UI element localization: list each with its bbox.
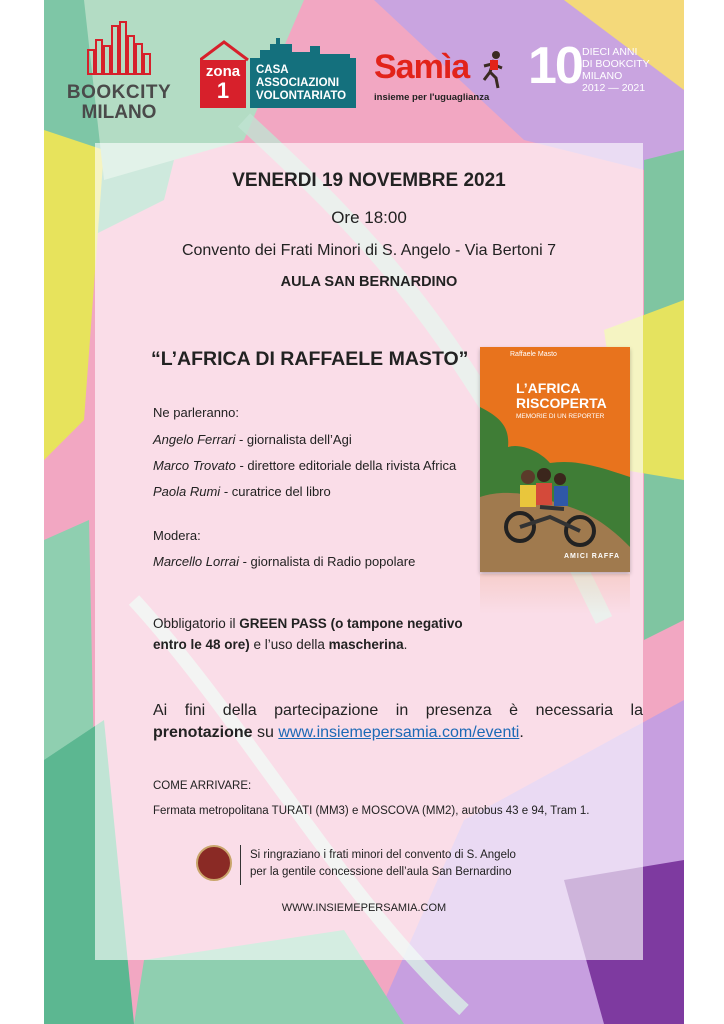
thanks-divider xyxy=(240,845,241,885)
book-title-line1: L’AFRICA xyxy=(516,380,581,396)
website[interactable]: WWW.INSIEMEPERSAMIA.COM xyxy=(281,902,447,914)
speaker-1-role: - giornalista dell’Agi xyxy=(235,432,352,447)
bookcity-logo xyxy=(64,14,174,124)
speakers-intro: Ne parleranno: xyxy=(153,405,239,420)
booking-mid: su xyxy=(252,724,279,741)
zona1-logo xyxy=(200,36,360,110)
casa-line1: CASA xyxy=(256,64,289,76)
bookcity-bars-icon xyxy=(86,20,152,76)
zona-label: zona xyxy=(205,63,241,80)
event-room: AULA SAN BERNARDINO xyxy=(280,274,458,290)
book-title xyxy=(516,381,607,411)
samia-logo xyxy=(374,48,514,110)
dieci-text xyxy=(582,46,650,94)
speaker-2-role: - direttore editoriale della rivista Africa xyxy=(235,458,457,473)
booking-link[interactable]: www.insiemepersamia.com/eventi xyxy=(278,724,520,741)
directions-label: COME ARRIVARE: xyxy=(153,780,252,792)
dieci-anni-logo xyxy=(528,37,678,106)
book-author: Raffaele Masto xyxy=(510,351,557,358)
moderator-name: Marcello Lorrai xyxy=(153,554,239,569)
thanks-line2: per la gentile concessione dell’aula San Bernardino xyxy=(250,866,512,878)
booking-line2 xyxy=(153,722,645,744)
logo-bar xyxy=(44,0,684,135)
booking-line1: Ai fini della partecipazione in presenza è necessaria la xyxy=(153,702,643,719)
directions-text: Fermata metropolitana TURATI (MM3) e MOSCOVA (MM2), autobus 43 e 94, Tram 1. xyxy=(153,805,590,817)
thanks-line1: Si ringraziano i frati minori del convento di S. Angelo xyxy=(250,849,516,861)
bookcity-line2: MILANO xyxy=(81,102,157,123)
book-publisher: AMICI RAFFA xyxy=(564,553,621,560)
booking-end: . xyxy=(519,724,524,741)
req-bold-2: entro le 48 ore) xyxy=(153,637,250,652)
book-title-line2: RISCOPERTA xyxy=(516,395,607,411)
event-place: Convento dei Frati Minori di S. Angelo - Via Bertoni 7 xyxy=(181,242,557,259)
event-title: “L’AFRICA DI RAFFAELE MASTO” xyxy=(151,348,469,370)
speaker-2-name: Marco Trovato xyxy=(153,458,236,473)
dieci-line2: DI BOOKCITY xyxy=(582,58,650,70)
book-cover xyxy=(480,347,630,572)
zona-badge xyxy=(200,60,246,108)
runner-icon xyxy=(478,50,508,90)
req-bold-3: mascherina xyxy=(328,637,404,652)
moderator xyxy=(153,554,415,569)
moderator-role: - giornalista di Radio popolare xyxy=(238,554,416,569)
event-time: Ore 18:00 xyxy=(331,208,407,227)
speaker-1-name: Angelo Ferrari xyxy=(153,432,236,447)
req-text-1: Obbligatorio il xyxy=(153,616,240,631)
convent-seal-icon xyxy=(196,845,232,881)
thanks-text xyxy=(250,847,516,881)
dieci-line1: DIECI ANNI xyxy=(582,46,638,58)
req-bold-1: GREEN PASS (o tampone negativo xyxy=(239,616,463,631)
event-date: VENERDI 19 NOVEMBRE 2021 xyxy=(232,170,506,191)
req-text-2: e l’uso della xyxy=(249,637,329,652)
dieci-number: 10 xyxy=(528,37,582,95)
book-subtitle: MEMORIE DI UN REPORTER xyxy=(516,413,605,420)
dieci-line4: 2012 — 2021 xyxy=(582,82,646,94)
casa-line3: VOLONTARIATO xyxy=(256,90,347,102)
speaker-3-role: - curatrice del libro xyxy=(220,484,331,499)
zona-number: 1 xyxy=(216,78,230,103)
req-text-end: . xyxy=(403,637,408,652)
samia-tagline: insieme per l'uguaglianza xyxy=(374,92,490,103)
casa-associazioni-box xyxy=(250,58,356,108)
thanks-block xyxy=(196,845,556,885)
speaker-3-name: Paola Rumi xyxy=(153,484,221,499)
speaker-1 xyxy=(153,432,352,447)
samia-name: Samìa xyxy=(374,48,470,86)
booking-bold: prenotazione xyxy=(153,724,253,741)
bookcity-line1: BOOKCITY xyxy=(66,82,172,103)
speaker-3 xyxy=(153,484,331,499)
poster xyxy=(44,0,684,1024)
dieci-line3: MILANO xyxy=(582,70,623,82)
book-reflection xyxy=(480,574,630,614)
speaker-2 xyxy=(153,458,456,473)
requirements-text xyxy=(153,613,645,655)
moderator-label: Modera: xyxy=(153,528,201,543)
casa-line2: ASSOCIAZIONI xyxy=(256,77,340,89)
